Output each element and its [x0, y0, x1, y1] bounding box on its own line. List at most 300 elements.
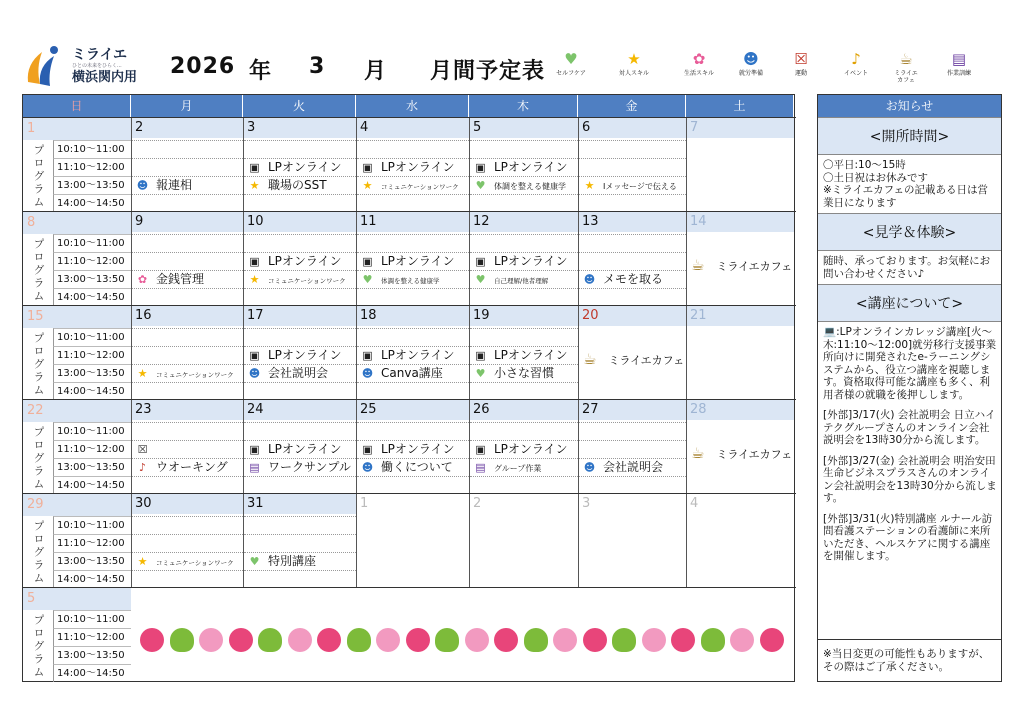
slot-row: [357, 140, 469, 158]
section-title-courses: <講座について>: [818, 284, 1001, 322]
laptop-icon: ▣: [475, 161, 486, 174]
brand: [72, 48, 137, 85]
day-cell: [356, 400, 469, 493]
laptop-icon: ▣: [362, 161, 373, 174]
program-label: プログラム: [32, 613, 45, 679]
laptop-icon: ▣: [362, 443, 373, 456]
event: [134, 364, 234, 382]
event: [359, 252, 455, 270]
sunday-date: 15: [27, 309, 44, 324]
frog-decoration: [258, 628, 282, 652]
slot-row: [244, 234, 356, 252]
time-slot: 13:00～13:50: [53, 270, 131, 288]
day-cell: [131, 306, 243, 399]
day-cell: [578, 494, 686, 587]
event-title: LPオンライン: [494, 160, 568, 174]
day-cell: [131, 118, 243, 211]
slot-row: [132, 140, 243, 158]
day-cell: [131, 212, 243, 305]
event-title: ウオーキング: [156, 460, 228, 474]
week-row: [23, 117, 796, 211]
slot-row: [470, 288, 578, 306]
legend-label: セルフケア: [556, 70, 586, 77]
event: [246, 346, 342, 364]
flower-decoration: [140, 628, 164, 652]
slot-row: [357, 194, 469, 212]
slot-row: [357, 328, 469, 346]
event: [134, 176, 192, 194]
date-number: 13: [579, 212, 686, 232]
heart-icon: ♥: [475, 179, 486, 192]
event: [472, 158, 568, 176]
slot-row: [470, 328, 578, 346]
day-header: 水: [356, 95, 469, 117]
event-title: 働くについて: [381, 460, 453, 474]
laptop-icon: ▣: [249, 349, 260, 362]
sunday-cell: [23, 494, 131, 516]
slot-row: [357, 288, 469, 306]
date-number: 28: [687, 400, 794, 420]
date-number: 4: [690, 496, 699, 511]
flower-icon: ✿: [692, 50, 706, 68]
cup-icon: ☕: [691, 256, 705, 274]
event: [359, 364, 443, 382]
date-number: 2: [132, 118, 243, 138]
book-icon: ▤: [951, 50, 967, 68]
event: [359, 270, 440, 288]
event-title: コミュニケーションワーク: [268, 277, 346, 285]
event-title: LPオンライン: [268, 160, 342, 174]
sunday-date: 8: [27, 215, 36, 230]
star-icon: ★: [137, 367, 148, 380]
day-header: 木: [469, 95, 578, 117]
slot-row: [579, 158, 686, 176]
time-slot: 11:10～12:00: [53, 440, 131, 458]
sunday-cell: [23, 400, 131, 422]
program-label: プログラム: [32, 143, 45, 209]
slot-row: [579, 288, 686, 306]
event: [359, 440, 455, 458]
laptop-icon: ▣: [249, 255, 260, 268]
slot-row: [244, 328, 356, 346]
event: [134, 458, 228, 476]
event-title: LPオンライン: [381, 442, 455, 456]
notice-panel: [817, 94, 1002, 682]
date-number: 6: [579, 118, 686, 138]
day-cell: [469, 118, 578, 211]
visit-line: 随時、承っております。お気軽にお問い合わせください♪: [823, 255, 991, 280]
event-title: 会社説明会: [268, 366, 329, 380]
sunday-cell: [23, 588, 131, 610]
event: [246, 552, 316, 570]
course-note: [外部]3/31(火)特別講座 ルナール訪問看護ステーションの看護師に来所いただき、ヘルスケアに関する講座を開催します。: [823, 512, 993, 562]
event: [472, 346, 568, 364]
slot-row: [132, 346, 243, 364]
heart-icon: ♥: [475, 273, 486, 286]
section-title-visit: <見学＆体験>: [818, 213, 1001, 251]
event: [134, 440, 156, 458]
slot-row: [244, 570, 356, 588]
time-slot: 10:10～11:00: [53, 328, 131, 346]
time-slot: 10:10～11:00: [53, 422, 131, 440]
music-note-icon: ♪: [851, 50, 861, 68]
slot-row: [132, 234, 243, 252]
time-slot: 13:00～13:50: [53, 646, 131, 664]
smiley-icon: ☻: [361, 461, 374, 474]
course-note: 💻:LPオンラインカレッジ講座[火～木:11:10～12:00]就労移行支援事業所向けに開発されたe-ラーニングシステムから、役立つ講座を視聴します。資格取得可能な講座も多く、利用者様の就職を後押しします。: [823, 326, 997, 401]
event: [246, 458, 351, 476]
slot-row: [470, 140, 578, 158]
flower-decoration: [317, 628, 341, 652]
frog-decoration: [701, 628, 725, 652]
laptop-icon: ▣: [362, 255, 373, 268]
date-number: 17: [244, 306, 356, 326]
event-title: 金銭管理: [156, 272, 205, 286]
event-title: LPオンライン: [381, 348, 455, 362]
course-note: [外部]3/17(火) 会社説明会 日立ハイテクグループさんのオンライン会社説明会を13時30分から流します。: [823, 409, 996, 446]
section-body-courses: [818, 322, 1001, 567]
title-month: 3: [309, 54, 326, 79]
legend-item: [770, 48, 832, 77]
laptop-icon: ▣: [249, 161, 260, 174]
date-number: 11: [357, 212, 469, 232]
runner-icon: ☒: [137, 443, 148, 456]
slot-row: [244, 382, 356, 400]
section-title-hours: <開所時間>: [818, 117, 1001, 155]
slot-row: [470, 422, 578, 440]
slot-row: [244, 140, 356, 158]
smiley-icon: ☻: [136, 179, 149, 192]
time-slot: 11:10～12:00: [53, 534, 131, 552]
time-slot: 14:00～14:50: [53, 288, 131, 306]
slot-row: [132, 422, 243, 440]
time-slot: 11:10～12:00: [53, 252, 131, 270]
legend-label: 作業訓練: [946, 70, 971, 77]
time-slot: 10:10～11:00: [53, 516, 131, 534]
laptop-icon: ▣: [475, 255, 486, 268]
slot-row: [132, 534, 243, 552]
day-cell: [469, 494, 578, 587]
flower-icon: ✿: [137, 273, 148, 286]
flower-decoration: [760, 628, 784, 652]
brand-name: ミライエ: [72, 47, 128, 63]
day-cell: [686, 400, 794, 493]
event: [581, 176, 677, 194]
day-cell: [356, 212, 469, 305]
time-slot: 14:00～14:50: [53, 664, 131, 682]
slot-row: [132, 158, 243, 176]
star-icon: ★: [249, 273, 260, 286]
event: [472, 176, 566, 194]
day-cell: [243, 400, 356, 493]
sunday-cell: [23, 118, 131, 140]
slot-row: [470, 234, 578, 252]
time-slot: 13:00～13:50: [53, 552, 131, 570]
legend-label: 就労準備: [738, 70, 763, 77]
notice-header: お知らせ: [818, 95, 1001, 117]
brand-location: 横浜関内用: [72, 70, 138, 85]
sunday-cell: [23, 306, 131, 328]
flower-decoration: [465, 628, 489, 652]
title-label: 月間予定表: [430, 59, 546, 84]
smiley-icon: ☻: [583, 461, 596, 474]
section-body-hours: [818, 155, 1001, 213]
brand-sub: ひとの未来をひらく...: [72, 63, 122, 69]
star-icon: ★: [249, 179, 260, 192]
event-title: 体調を整える健康学: [494, 182, 566, 191]
day-header: 金: [578, 95, 686, 117]
flower-decoration: [553, 628, 577, 652]
day-cell: [686, 306, 794, 399]
event: [472, 252, 568, 270]
notice-footer: ※当日変更の可能性もありますが、その際はご了承ください。: [818, 639, 1001, 681]
week-row: [23, 587, 796, 681]
day-cell: [243, 494, 356, 587]
hours-line: ※ミライエカフェの記載ある日は営業日になります: [823, 184, 989, 209]
slot-row: [579, 476, 686, 494]
time-slot: 14:00～14:50: [53, 382, 131, 400]
day-cell: [686, 494, 794, 587]
slot-row: [357, 476, 469, 494]
time-slot: 11:10～12:00: [53, 346, 131, 364]
heart-icon: ♥: [362, 273, 373, 286]
sunday-date: 1: [27, 121, 36, 136]
event-title: LPオンライン: [381, 160, 455, 174]
day-cell: [469, 212, 578, 305]
slot-row: [132, 382, 243, 400]
cup-icon: ☕: [583, 350, 597, 368]
day-cell: [578, 400, 686, 493]
laptop-icon: ▣: [475, 349, 486, 362]
event: [246, 364, 328, 382]
frog-decoration: [347, 628, 371, 652]
smiley-icon: ☻: [583, 273, 596, 286]
frog-decoration: [612, 628, 636, 652]
slot-row: [357, 382, 469, 400]
time-slot: 10:10～11:00: [53, 234, 131, 252]
book-icon: ▤: [249, 461, 260, 474]
sunday-cell: [23, 212, 131, 234]
event-title: Canva講座: [381, 366, 443, 380]
flower-decoration: [376, 628, 400, 652]
date-number: 19: [470, 306, 578, 326]
frog-decoration: [524, 628, 548, 652]
event-title: Iメッセージで伝える: [603, 182, 677, 191]
laptop-icon: ▣: [475, 443, 486, 456]
star-icon: ★: [137, 555, 148, 568]
week-row: [23, 493, 796, 587]
slot-row: [579, 140, 686, 158]
event-title: LPオンライン: [494, 348, 568, 362]
day-cell: [131, 400, 243, 493]
day-cell: [578, 212, 686, 305]
event-title: コミュニケーションワーク: [381, 183, 459, 191]
time-slot: 14:00～14:50: [53, 476, 131, 494]
slot-row: [132, 328, 243, 346]
decorative-border: [132, 588, 795, 681]
event-title: ワークサンプル: [268, 460, 351, 474]
event: [472, 440, 568, 458]
slot-row: [132, 570, 243, 588]
event: [246, 270, 346, 288]
week-row: [23, 211, 796, 305]
event: [134, 552, 234, 570]
book-icon: ▤: [475, 461, 486, 474]
star-icon: ★: [362, 179, 373, 192]
event-title: 会社説明会: [603, 460, 664, 474]
event-title: LPオンライン: [268, 348, 342, 362]
legend-label: 生活スキル: [684, 70, 714, 77]
runner-icon: ☒: [794, 50, 808, 68]
star-icon: ★: [627, 50, 641, 68]
event-title: LPオンライン: [268, 254, 342, 268]
slot-row: [579, 440, 686, 458]
flower-decoration: [583, 628, 607, 652]
legend-label: 対人スキル: [619, 70, 649, 77]
date-number: 31: [244, 494, 356, 514]
section-body-visit: [818, 251, 1001, 284]
cafe-label: ミライエカフェ: [608, 354, 685, 367]
day-cell: [469, 400, 578, 493]
calendar-grid: [22, 94, 795, 682]
slot-row: [579, 422, 686, 440]
event-title: LPオンライン: [494, 442, 568, 456]
program-label: プログラム: [32, 425, 45, 491]
day-cell: [356, 118, 469, 211]
miraie-logo: [24, 44, 60, 88]
event: [359, 158, 455, 176]
day-cell: [578, 306, 686, 399]
smiley-icon: ☻: [248, 367, 261, 380]
legend-label: イベント: [843, 70, 868, 77]
time-slot: 11:10～12:00: [53, 158, 131, 176]
hours-line: 〇平日:10～15時: [823, 159, 906, 171]
date-number: 1: [360, 496, 369, 511]
day-cell: [243, 306, 356, 399]
event: [246, 158, 342, 176]
slot-row: [244, 194, 356, 212]
slot-row: [244, 534, 356, 552]
event: [581, 458, 663, 476]
cup-icon: ☕: [899, 50, 913, 68]
heart-icon: ♥: [564, 50, 578, 68]
slot-row: [470, 476, 578, 494]
flower-decoration: [406, 628, 430, 652]
cafe-event: [691, 444, 792, 462]
music-note-icon: ♪: [138, 461, 147, 474]
legend-label: ミライエ カフェ: [894, 70, 918, 84]
cafe-event: [583, 350, 684, 368]
flower-decoration: [229, 628, 253, 652]
sunday-date: 22: [27, 403, 44, 418]
day-header: 火: [243, 95, 356, 117]
day-cell: [356, 306, 469, 399]
flower-decoration: [199, 628, 223, 652]
slot-row: [244, 288, 356, 306]
cafe-label: ミライエカフェ: [716, 260, 793, 273]
day-cell: [686, 212, 794, 305]
slot-row: [357, 234, 469, 252]
day-header: 日: [23, 95, 131, 117]
event-title: LPオンライン: [381, 254, 455, 268]
sunday-date: 5: [27, 591, 36, 606]
slot-row: [244, 516, 356, 534]
event: [472, 458, 541, 476]
heart-icon: ♥: [249, 555, 260, 568]
day-cell: [243, 212, 356, 305]
date-number: 24: [244, 400, 356, 420]
legend-item: [540, 48, 602, 77]
cafe-event: [691, 256, 792, 274]
date-number: 3: [582, 496, 591, 511]
event-title: 自己理解/他者理解: [494, 277, 549, 285]
slot-row: [470, 382, 578, 400]
date-number: 9: [132, 212, 243, 232]
event: [581, 270, 663, 288]
event-title: LPオンライン: [494, 254, 568, 268]
event: [246, 176, 327, 194]
event: [472, 364, 554, 382]
event-title: 報連相: [156, 178, 193, 192]
slot-row: [470, 194, 578, 212]
week-row: [23, 399, 796, 493]
date-number: 5: [470, 118, 578, 138]
title-year: 2026: [170, 54, 236, 79]
date-number: 2: [473, 496, 482, 511]
heart-icon: ♥: [475, 367, 486, 380]
day-header: 月: [131, 95, 243, 117]
laptop-icon: ▣: [249, 443, 260, 456]
date-number: 23: [132, 400, 243, 420]
slot-row: [132, 194, 243, 212]
slot-row: [132, 252, 243, 270]
program-label: プログラム: [32, 331, 45, 397]
date-number: 12: [470, 212, 578, 232]
flower-decoration: [642, 628, 666, 652]
day-cell: [243, 118, 356, 211]
title-month-unit: 月: [364, 59, 388, 84]
slot-row: [244, 422, 356, 440]
flower-decoration: [730, 628, 754, 652]
time-slot: 14:00～14:50: [53, 570, 131, 588]
time-slot: 13:00～13:50: [53, 458, 131, 476]
legend-item: [603, 48, 665, 77]
date-number: 18: [357, 306, 469, 326]
date-number: 4: [357, 118, 469, 138]
legend-label: 運動: [794, 70, 807, 77]
smiley-icon: ☻: [743, 50, 759, 68]
date-number: 7: [687, 118, 794, 138]
event: [472, 270, 548, 288]
time-slot: 10:10～11:00: [53, 140, 131, 158]
date-number: 30: [132, 494, 243, 514]
day-cell: [131, 494, 243, 587]
event-title: コミュニケーションワーク: [156, 559, 234, 567]
date-number: 14: [687, 212, 794, 232]
date-number: 26: [470, 400, 578, 420]
course-note: [外部]3/27(金) 会社説明会 明治安田生命ビジネスプラスさんのオンライン会社説明会を13時30分から流します。: [823, 454, 997, 504]
laptop-icon: ▣: [362, 349, 373, 362]
program-label: プログラム: [32, 519, 45, 585]
slot-row: [244, 476, 356, 494]
date-number: 21: [687, 306, 794, 326]
event: [134, 270, 204, 288]
smiley-icon: ☻: [361, 367, 374, 380]
event: [359, 176, 459, 194]
week-row: [23, 305, 796, 399]
date-number: 27: [579, 400, 686, 420]
time-slot: 11:10～12:00: [53, 628, 131, 646]
